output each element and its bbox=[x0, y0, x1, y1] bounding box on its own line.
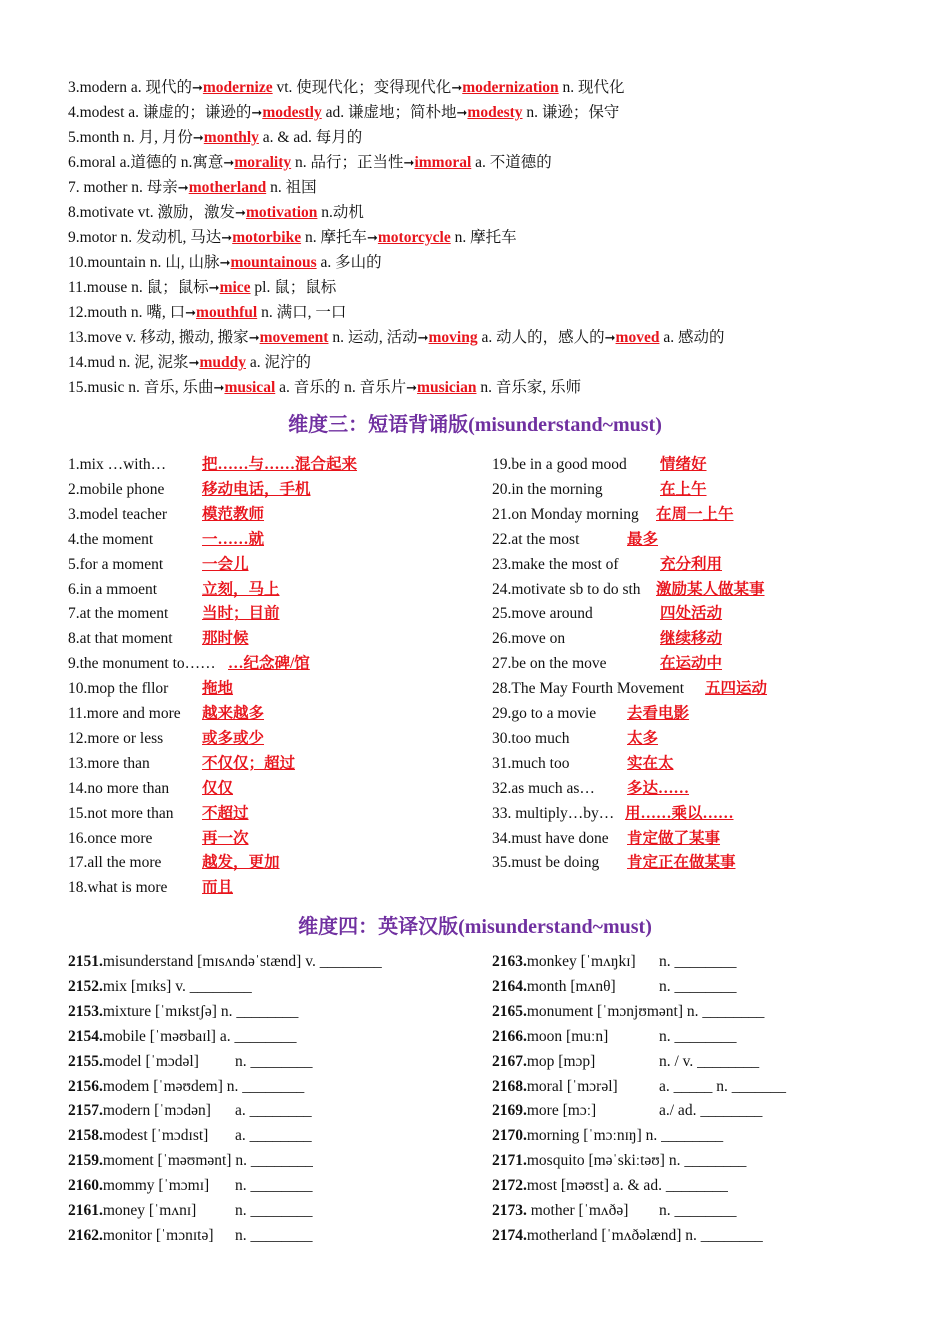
answer-word: immoral bbox=[414, 154, 472, 171]
line-text: 4.modest a. 谦虚的；谦逊的 bbox=[68, 104, 252, 121]
phrase-chinese: 而且 bbox=[202, 879, 234, 897]
item-word: money [ˈmʌnɪ] bbox=[102, 1202, 197, 1219]
line-text: 15.music n. 音乐, 乐曲 bbox=[68, 379, 214, 396]
phrase-english: 2.mobile phone bbox=[68, 480, 165, 498]
arrow-icon: ➞ bbox=[219, 256, 231, 271]
arrow-icon: ➞ bbox=[251, 106, 263, 121]
line-text: a. 音乐的 n. 音乐片 bbox=[275, 379, 407, 396]
vocab-item bbox=[68, 1027, 296, 1047]
item-number: 2173. bbox=[492, 1202, 527, 1219]
arrow-icon: ➞ bbox=[417, 331, 429, 346]
word-family-line bbox=[68, 278, 336, 299]
arrow-icon: ➞ bbox=[248, 331, 260, 346]
vocab-item bbox=[492, 1176, 728, 1196]
item-word: month [mʌnθ] bbox=[526, 977, 616, 995]
phrase-chinese: 肯定正在做某事 bbox=[627, 854, 736, 872]
phrase-chinese: 当时；目前 bbox=[202, 605, 280, 623]
phrase-english: 12.more or less bbox=[68, 729, 164, 747]
item-word: mommy [ˈmɔmɪ] bbox=[102, 1177, 210, 1195]
phrase-english: 9.the monument to…… bbox=[68, 655, 216, 673]
phrase-english: 14.no more than bbox=[68, 779, 170, 797]
phrase-chinese: 太多 bbox=[627, 729, 659, 747]
item-word: monitor [ˈmɔnɪtə] bbox=[102, 1226, 214, 1244]
phrase-chinese: 在运动中 bbox=[660, 655, 723, 673]
item-number: 2174. bbox=[492, 1226, 527, 1244]
phrase-english: 6.in a mmoent bbox=[68, 580, 158, 598]
line-text: 6.moral a.道德的 n.寓意 bbox=[68, 154, 224, 171]
phrase-english: 34.must have done bbox=[492, 829, 609, 847]
line-text: n. 满口, 一口 bbox=[257, 304, 347, 321]
phrase-chinese: 一会儿 bbox=[202, 555, 249, 573]
vocab-item bbox=[492, 1027, 737, 1047]
answer-word: musical bbox=[224, 379, 276, 396]
word-family-line bbox=[68, 103, 619, 124]
phrase-english: 4.the moment bbox=[68, 530, 154, 548]
phrase-english: 3.model teacher bbox=[68, 505, 167, 523]
word-family-line bbox=[68, 303, 346, 324]
phrase-chinese: 拖地 bbox=[202, 680, 234, 698]
vocab-item bbox=[68, 1226, 313, 1246]
phrase-english: 7.at the moment bbox=[68, 605, 169, 623]
phrase-english: 10.mop the fllor bbox=[68, 680, 169, 698]
answer-word: motorcycle bbox=[377, 229, 451, 246]
vocab-item bbox=[492, 1226, 763, 1246]
phrase-chinese: 实在太 bbox=[627, 754, 674, 772]
arrow-icon: ➞ bbox=[604, 331, 616, 346]
line-text: 11.mouse n. 鼠；鼠标 bbox=[68, 279, 209, 296]
phrase-english: 11.more and more bbox=[68, 705, 181, 722]
word-family-line bbox=[68, 203, 364, 224]
arrow-icon: ➞ bbox=[403, 156, 415, 171]
phrase-english: 18.what is more bbox=[68, 879, 168, 897]
vocab-item bbox=[492, 1101, 763, 1121]
item-number: 2172. bbox=[492, 1177, 527, 1195]
line-text: a. 多山的 bbox=[316, 254, 382, 271]
item-word: moon [muːn] bbox=[526, 1027, 609, 1045]
phrase-chinese: 肯定做了某事 bbox=[627, 829, 721, 847]
answer-word: mountainous bbox=[230, 254, 317, 271]
line-text: 13.move v. 移动, 搬动, 搬家 bbox=[68, 329, 249, 346]
word-family-line bbox=[68, 228, 517, 249]
phrase-chinese: 激励某人做某事 bbox=[656, 580, 765, 598]
line-text: 8.motivate vt. 激励，激发 bbox=[68, 204, 236, 221]
phrase-chinese: 立刻，马上 bbox=[202, 580, 280, 598]
answer-blank: a. _____ n. _______ bbox=[659, 1077, 787, 1095]
item-word: motherland [ˈmʌðəlænd] n. ________ bbox=[526, 1226, 763, 1244]
line-text: n. 摩托车 bbox=[450, 229, 517, 246]
item-word: most [məʊst] a. & ad. ________ bbox=[526, 1177, 728, 1195]
line-text: n. 摩托车 bbox=[301, 229, 367, 246]
phrase-english: 23.make the most of bbox=[492, 555, 619, 573]
answer-word: modesty bbox=[467, 104, 523, 121]
item-number: 2162. bbox=[68, 1226, 103, 1244]
answer-word: movement bbox=[259, 329, 329, 346]
phrase-english: 20.in the morning bbox=[492, 480, 603, 498]
phrase-chinese: 或多或少 bbox=[202, 729, 265, 747]
item-number: 2157. bbox=[68, 1102, 103, 1120]
item-word: monument [ˈmɔnjʊmənt] n. ________ bbox=[526, 1002, 765, 1020]
arrow-icon: ➞ bbox=[235, 206, 246, 221]
phrase-chinese: 把……与……混合起来 bbox=[202, 456, 358, 473]
vocab-item bbox=[492, 952, 737, 972]
answer-word: mice bbox=[219, 279, 251, 296]
phrase-chinese: 最多 bbox=[627, 530, 659, 548]
line-text: 3.modern a. 现代的 bbox=[68, 79, 192, 96]
vocab-item bbox=[68, 1201, 313, 1221]
phrase-chinese: 模范教师 bbox=[202, 505, 265, 523]
vocab-item bbox=[68, 977, 252, 997]
answer-blank: n. ________ bbox=[235, 1177, 313, 1195]
item-word: mother [ˈmʌðə] bbox=[526, 1202, 629, 1219]
item-number: 2167. bbox=[492, 1052, 527, 1070]
vocab-item bbox=[492, 1002, 764, 1022]
item-word: modem [ˈməʊdem] n. ________ bbox=[102, 1077, 305, 1095]
phrase-chinese: 情绪好 bbox=[660, 456, 707, 473]
item-word: mop [mɔp] bbox=[526, 1052, 596, 1070]
answer-word: motivation bbox=[245, 204, 318, 221]
vocab-item bbox=[492, 1052, 760, 1072]
line-text: n. 祖国 bbox=[266, 179, 317, 196]
vocab-item bbox=[492, 1077, 787, 1097]
item-number: 2165. bbox=[492, 1002, 527, 1020]
arrow-icon: ➞ bbox=[221, 231, 233, 246]
line-text: vt. 使现代化；变得现代化 bbox=[272, 79, 452, 96]
line-text: n. 谦逊；保守 bbox=[522, 104, 620, 121]
vocab-item bbox=[492, 1201, 737, 1221]
phrase-english: 28.The May Fourth Movement bbox=[492, 680, 685, 698]
item-word: more [mɔː] bbox=[526, 1102, 597, 1120]
answer-blank: n. ________ bbox=[235, 1052, 313, 1070]
vocab-item bbox=[492, 1126, 723, 1146]
vocab-item bbox=[68, 1002, 298, 1022]
answer-word: motherland bbox=[188, 179, 267, 196]
phrase-english: 13.more than bbox=[68, 754, 150, 772]
item-number: 2168. bbox=[492, 1077, 527, 1095]
item-number: 2151. bbox=[68, 953, 103, 970]
phrase-chinese: 在上午 bbox=[660, 480, 707, 498]
arrow-icon: ➞ bbox=[223, 156, 235, 171]
arrow-icon: ➞ bbox=[208, 281, 220, 296]
arrow-icon: ➞ bbox=[213, 381, 225, 396]
line-text: n. 现代化 bbox=[558, 79, 625, 96]
phrase-chinese: 越来越多 bbox=[202, 705, 265, 722]
answer-blank: n. ________ bbox=[659, 1202, 737, 1219]
arrow-icon: ➞ bbox=[177, 181, 189, 196]
line-text: n.动机 bbox=[317, 204, 364, 221]
vocab-item bbox=[68, 1077, 304, 1097]
item-number: 2158. bbox=[68, 1127, 103, 1145]
word-family-line bbox=[68, 178, 317, 199]
answer-blank: a./ ad. ________ bbox=[659, 1102, 763, 1120]
line-text: a. 泥泞的 bbox=[246, 354, 312, 371]
word-family-line bbox=[68, 78, 625, 99]
item-number: 2155. bbox=[68, 1052, 103, 1070]
item-number: 2159. bbox=[68, 1152, 103, 1170]
phrase-chinese: 仅仅 bbox=[202, 779, 234, 797]
phrase-english: 25.move around bbox=[492, 605, 593, 623]
vocab-item bbox=[68, 952, 382, 972]
section4-title: 维度四：英译汉版(misunderstand~must) bbox=[298, 916, 652, 938]
vocab-item bbox=[68, 1052, 313, 1072]
line-text: n. 品行；正当性 bbox=[291, 154, 404, 171]
phrase-english: 24.motivate sb to do sth bbox=[492, 580, 641, 598]
line-text: a. 动人的，感人的 bbox=[477, 329, 605, 346]
item-word: moral [ˈmɔrəl] bbox=[526, 1077, 618, 1095]
word-family-line bbox=[68, 328, 724, 349]
answer-word: modernize bbox=[202, 79, 273, 96]
vocab-item bbox=[68, 1151, 313, 1171]
line-text: 12.mouth n. 嘴, 口 bbox=[68, 304, 186, 321]
vocab-item bbox=[492, 977, 737, 997]
phrase-english: 5.for a moment bbox=[68, 555, 164, 573]
phrase-chinese: 去看电影 bbox=[627, 705, 690, 722]
item-word: modern [ˈmɔdən] bbox=[102, 1102, 211, 1120]
item-word: morning [ˈmɔːnɪŋ] n. ________ bbox=[526, 1127, 724, 1145]
answer-word: moved bbox=[615, 329, 660, 346]
phrase-chinese: …纪念碑/馆 bbox=[228, 655, 310, 673]
phrase-english: 29.go to a movie bbox=[492, 705, 597, 722]
line-text: a. & ad. 每月的 bbox=[258, 129, 363, 146]
phrase-english: 33. multiply…by… bbox=[492, 804, 615, 822]
answer-word: modestly bbox=[262, 104, 322, 121]
item-word: mosquito [məˈskiːtəʊ] n. ________ bbox=[526, 1152, 747, 1170]
item-number: 2154. bbox=[68, 1027, 103, 1045]
vocab-item bbox=[68, 1101, 312, 1121]
item-word: mixture [ˈmɪkstʃə] n. ________ bbox=[102, 1002, 299, 1020]
item-word: modest [ˈmɔdɪst] bbox=[102, 1127, 209, 1145]
item-number: 2156. bbox=[68, 1077, 103, 1095]
answer-blank: n. ________ bbox=[659, 977, 737, 995]
line-text: 10.mountain n. 山, 山脉 bbox=[68, 254, 220, 271]
answer-word: modernization bbox=[462, 79, 559, 96]
item-word: misunderstand [mɪsʌndəˈstænd] v. ________ bbox=[102, 953, 382, 970]
line-text: 7. mother n. 母亲 bbox=[68, 179, 178, 196]
phrase-english: 21.on Monday morning bbox=[492, 505, 639, 523]
answer-blank: a. ________ bbox=[235, 1127, 312, 1145]
phrase-chinese: 充分利用 bbox=[660, 555, 723, 573]
item-number: 2163. bbox=[492, 953, 527, 970]
vocab-item bbox=[68, 1126, 312, 1146]
arrow-icon: ➞ bbox=[192, 131, 204, 146]
item-number: 2169. bbox=[492, 1102, 527, 1120]
line-text: n. 运动, 活动 bbox=[328, 329, 418, 346]
item-number: 2152. bbox=[68, 977, 103, 995]
arrow-icon: ➞ bbox=[366, 231, 378, 246]
phrase-chinese: 再一次 bbox=[202, 829, 249, 847]
answer-blank: n. ________ bbox=[235, 1202, 313, 1219]
arrow-icon: ➞ bbox=[451, 81, 463, 96]
answer-word: morality bbox=[234, 154, 292, 171]
item-number: 2166. bbox=[492, 1027, 527, 1045]
phrase-english: 15.not more than bbox=[68, 804, 174, 822]
answer-word: muddy bbox=[199, 354, 246, 371]
arrow-icon: ➞ bbox=[191, 81, 203, 96]
word-family-line bbox=[68, 153, 552, 174]
line-text: ad. 谦虚地；简朴地 bbox=[321, 104, 457, 121]
item-number: 2153. bbox=[68, 1002, 103, 1020]
section3-title: 维度三：短语背诵版(misunderstand~must) bbox=[288, 414, 662, 436]
answer-blank: n. / v. ________ bbox=[659, 1052, 760, 1070]
answer-word: musician bbox=[417, 379, 477, 396]
arrow-icon: ➞ bbox=[188, 356, 200, 371]
line-text: 5.month n. 月, 月份 bbox=[68, 129, 193, 146]
phrase-chinese: 那时候 bbox=[202, 630, 249, 648]
line-text: a. 不道德的 bbox=[471, 154, 552, 171]
phrase-english: 1.mix …with… bbox=[68, 456, 167, 473]
word-family-line bbox=[68, 253, 382, 274]
phrase-chinese: 四处活动 bbox=[660, 605, 723, 623]
item-word: moment [ˈməʊmənt] n. ________ bbox=[102, 1152, 313, 1170]
answer-word: mouthful bbox=[196, 304, 258, 321]
phrase-chinese: 越发，更加 bbox=[202, 854, 280, 872]
phrase-chinese: 不超过 bbox=[202, 804, 249, 822]
word-family-line bbox=[68, 378, 581, 399]
answer-word: monthly bbox=[203, 129, 259, 146]
answer-blank: a. ________ bbox=[235, 1102, 312, 1120]
answer-word: motorbike bbox=[232, 229, 302, 246]
answer-blank: n. ________ bbox=[235, 1226, 313, 1244]
word-family-line bbox=[68, 353, 311, 374]
phrase-chinese: 不仅仅；超过 bbox=[202, 754, 296, 772]
phrase-chinese: 五四运动 bbox=[705, 680, 768, 698]
arrow-icon: ➞ bbox=[406, 381, 418, 396]
vocab-item bbox=[492, 1151, 746, 1171]
phrase-chinese: 多达…… bbox=[627, 779, 690, 797]
phrase-english: 26.move on bbox=[492, 630, 566, 648]
phrase-english: 22.at the most bbox=[492, 530, 580, 548]
answer-blank: n. ________ bbox=[659, 953, 737, 970]
phrase-english: 27.be on the move bbox=[492, 655, 607, 673]
item-number: 2164. bbox=[492, 977, 527, 995]
phrase-english: 31.much too bbox=[492, 754, 570, 772]
line-text: n. 音乐家, 乐师 bbox=[476, 379, 582, 396]
phrase-chinese: 移动电话，手机 bbox=[202, 480, 311, 498]
phrase-chinese: 继续移动 bbox=[660, 630, 723, 648]
phrase-english: 30.too much bbox=[492, 729, 570, 747]
item-number: 2170. bbox=[492, 1127, 527, 1145]
item-number: 2171. bbox=[492, 1152, 527, 1170]
phrase-english: 19.be in a good mood bbox=[492, 456, 627, 473]
line-text: 14.mud n. 泥, 泥浆 bbox=[68, 354, 189, 371]
phrase-chinese: 用……乘以…… bbox=[625, 804, 734, 822]
line-text: 9.motor n. 发动机, 马达 bbox=[68, 229, 222, 246]
arrow-icon: ➞ bbox=[456, 106, 468, 121]
phrase-chinese: 一……就 bbox=[202, 530, 265, 548]
item-number: 2160. bbox=[68, 1177, 103, 1195]
phrase-english: 16.once more bbox=[68, 829, 153, 847]
phrase-english: 17.all the more bbox=[68, 854, 162, 872]
item-word: monkey [ˈmʌŋkɪ] bbox=[526, 953, 636, 970]
answer-word: moving bbox=[428, 329, 478, 346]
word-family-line bbox=[68, 128, 362, 149]
arrow-icon: ➞ bbox=[185, 306, 197, 321]
phrase-english: 32.as much as… bbox=[492, 779, 595, 797]
phrase-english: 8.at that moment bbox=[68, 630, 173, 648]
phrase-english: 35.must be doing bbox=[492, 854, 600, 872]
line-text: a. 感动的 bbox=[659, 329, 725, 346]
vocab-item bbox=[68, 1176, 313, 1196]
answer-blank: n. ________ bbox=[659, 1027, 737, 1045]
item-word: model [ˈmɔdəl] bbox=[102, 1052, 199, 1070]
item-word: mix [mɪks] v. ________ bbox=[102, 977, 252, 995]
item-number: 2161. bbox=[68, 1202, 103, 1219]
phrase-chinese: 在周一上午 bbox=[656, 505, 734, 523]
line-text: pl. 鼠；鼠标 bbox=[250, 279, 337, 296]
item-word: mobile [ˈməʊbaɪl] a. ________ bbox=[102, 1027, 297, 1045]
